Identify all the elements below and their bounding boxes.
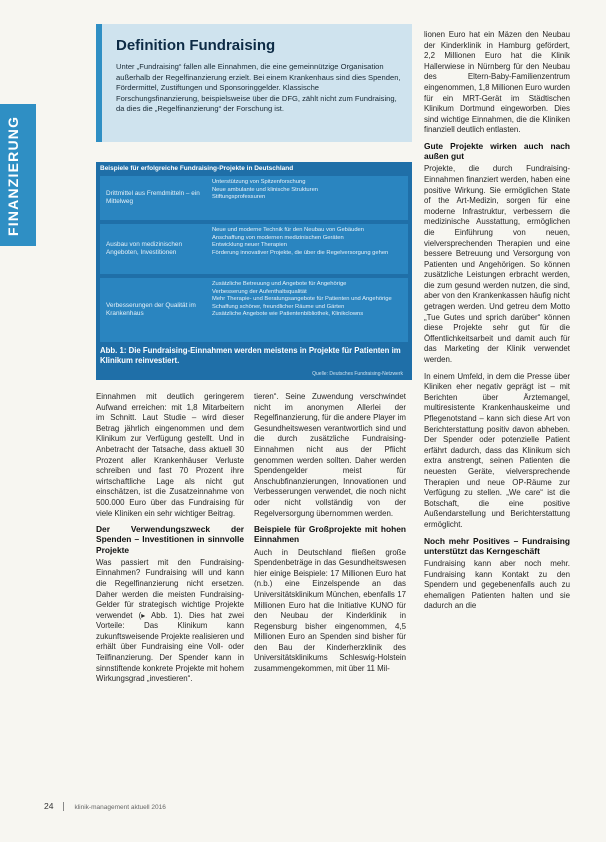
page-footer: [44, 801, 166, 811]
footer-divider: [63, 802, 64, 811]
figure-bullet: Förderung innovativer Projekte, die über die Regelversorgung gehen: [212, 249, 389, 256]
paragraph: Projekte, die durch Fundraising-Einnahmen finanziert werden, haben eine positive Wirkung. Sie ermöglichen State of the Art-Medizin, sorgen für eine moderne Infrastruktur, verbessern die medizinische Ausstattung, ermöglichen die Einführung von neuen, vielversprechenden Therapien und eine bessere Betreuung und Versorgung von Patienten und Angehörigen. So können zusätzliche Leistungen erbracht werden, die zum gesund werden nutzen, die sind, aber von den Krankenkassen häufig nicht getragen werden. Und getreu dem Motto „Tue Gutes und sprich darüber“ können diese Projekte sehr gut für die Öffentlichkeitsarbeit und damit auch für das Marketing der Klinik verwendet werden.: [424, 164, 570, 365]
figure-caption: Abb. 1: Die Fundraising-Einnahmen werden meistens in Projekte für Patienten im Klinikum reinvestiert.: [100, 346, 401, 365]
page-number: 24: [44, 801, 54, 811]
figure-row-label: Verbesserungen der Qualität im Krankenhaus: [106, 302, 196, 317]
figure-bullet: Stiftungsprofessuren: [212, 194, 266, 200]
paragraph: In einem Umfeld, in dem die Presse über Kliniken eher negativ geprägt ist – mit Berichten über Ärztemangel, multiresistente Krankenhauskeime und Pflegenotstand – kann sich diese Art von Berichterstattung positiv davon abheben. Der Spender oder potenzielle Patient erfährt dadurch, dass das Klinikum sich extra anstrengt, seinen Patienten die neuesten Geräte, vielversprechende Therapien und neue OP-Räume zur Verfügung zu stellen. „We care“ ist die Botschaft, die eine positive Außendarstellung und Berichterstattung ermöglicht.: [424, 371, 570, 529]
subheading: Der Verwendungszweck der Spenden – Investitionen in sinnvolle Projekte: [96, 524, 244, 555]
figure-row-label: Ausbau von medizinischen Angeboten, Investitionen: [106, 241, 183, 256]
definition-title: Definition Fundraising: [116, 37, 276, 54]
figure-bullet: Unterstützung von Spitzenforschung: [212, 179, 306, 185]
figure-source: Quelle: Deutsches Fundraising-Netzwerk: [312, 371, 403, 377]
figure-bullet: Anschaffung von modernen medizinischen Geräten: [212, 234, 344, 241]
text-column-left: [96, 392, 244, 685]
figure-row: [100, 278, 408, 342]
section-tab-label: [5, 210, 21, 236]
figure-row: [100, 224, 408, 274]
figure-row: [100, 176, 408, 220]
figure-bullet: Mehr Therapie- und Beratungsangebote für Patienten und Angehörige: [212, 296, 392, 302]
paragraph: Was passiert mit den Fundraising-Einnahmen? Fundraising will und kann die Regelfinanzierung nicht ersetzen. Daher werden die meisten Fundraising-Gelder für strategisch wichtige Projekte verwendet (▸ Abb. 1). Dies hat zwei Vorteile: Das Klinikum kann zukunftsweisende Projekte realisieren und erhält über Fundraising eine Voll- oder Teilfinanzierung. Der Spender kann in sinnstiftende konkrete Projekte mit hohem Wirkungsgrad „investieren“.: [96, 557, 244, 684]
subheading: Gute Projekte wirken auch nach außen gut: [424, 140, 570, 162]
paragraph: tieren“. Seine Zuwendung verschwindet nicht im anonymen Allerlei der Regelfinanzierung, für die andere Player im Gesundheitswesen verantwortlich sind und die durch zusätzliche Fundraising-Einnahmen nicht aus der Pflicht genommen werden sollten. Daher werden Spendengelder meist für Anschubfinanzierungen, Innovationen und Verbesserungen verwendet, die noch nicht oder nicht vollständig von der Regelversorgung übernommen werden.: [254, 392, 406, 518]
figure-row-bullets: [212, 227, 402, 257]
subheading: Noch mehr Positives – Fundraising unterstützt das Kerngeschäft: [424, 535, 570, 556]
figure-row-bullets: [212, 281, 402, 319]
subheading: Beispiele für Großprojekte mit hohen Einnahmen: [254, 524, 406, 545]
figure-bullet: Neue ambulante und klinische Strukturen: [212, 186, 319, 193]
figure-header: Beispiele für erfolgreiche Fundraising-Projekte in Deutschland: [100, 165, 294, 172]
figure-bullet: Verbesserung der Aufenthaltsqualität: [212, 288, 307, 295]
paragraph: lionen Euro hat ein Mäzen den Neubau der Kinderklinik in Hamburg gefördert, 2,2 Millionen Euro hat die Klinik Hallerwiese in Nürnberg für den Neubau des Eltern-Baby-Familienzentrum eingenommen, 1,8 Millionen Euro wurden für ein MRT-Gerät im Städtischen Klinikum Dortmund eingeworben. Dies sind wichtige Einnahmen, die die Kliniken finanziell deutlich entlasten.: [424, 30, 570, 135]
paragraph: Auch in Deutschland fließen große Spendenbeträge in das Gesundheitswesen hier einige Beispiele: 17 Millionen Euro hat (n.b.) eine Einzelspende an das Universitätsklinikum München, ebenfalls 17 Millionen Euro hat die Initiative KUNO für den Neubau der Kinderklinik in Regensburg bisher eingenommen, 4,5 Millionen Euro an Spenden sind bisher für den Bau der Kinderherzklinik des Universitätsklinikums Schleswig-Holstein zusammengekommen, mit über 11 Mil-: [254, 547, 406, 674]
figure-bullet: Neue und moderne Technik für den Neubau von Gebäuden: [212, 227, 365, 233]
text-column-right: [424, 30, 570, 612]
figure-bullet: Zusätzliche Angebote wie Patientenbibliothek, Klinikclowns: [212, 311, 364, 317]
figure-bullet: Zusätzliche Betreuung und Angebote für Angehörige: [212, 281, 347, 287]
magazine-name: klinik-management aktuell 2016: [74, 804, 166, 811]
paragraph: Fundraising kann aber noch mehr. Fundraising kann Kontakt zu den Spendern und gegebenenfalls auch zu ehemaligen Patienten halten und sie dadurch an die: [424, 558, 570, 611]
definition-body: Unter „Fundraising“ fallen alle Einnahmen, die eine gemeinnützige Organisation außerhalb der Regelfinanzierung erzielt. Bei einem Krankenhaus sind dies Spenden, Fördermittel, Zustiftungen und Sponsoringgelder. Klassische Forschungsfinanzierung, beispielsweise über die DFG, zählt nicht zum Fundraising, da dies die „Regelfinanzierung“ der Forschung ist.: [116, 62, 401, 113]
figure-bullet: Schaffung schöner, freundlicher Räume und Gärten: [212, 303, 345, 310]
figure-row-bullets: [212, 179, 402, 202]
text-column-middle: [254, 392, 406, 675]
figure-bullet: Entwicklung neuer Therapien: [212, 242, 287, 248]
paragraph: Einnahmen mit deutlich geringerem Aufwand erreichen: mit 1,8 Mitarbeitern im Schnitt. Laut Studie – wird dieser Betrag jährlich eingenommen und dem Klinikum zur Verfügung gestellt. Und in Anbetracht der Tatsache, dass aktuell 30 Prozent aller Krankenhäuser Verluste schreiben und fast 70 Prozent ihre wirtschaftliche Lage als nicht gut einschätzen, ist die Zusatzeinnahme von 500.000 Euro über das Fundraising für viele Kliniken ein sehr wichtiger Beitrag.: [96, 392, 244, 518]
figure-row-label: Drittmittel aus Fremdmitteln – ein Mittelweg: [106, 190, 200, 205]
